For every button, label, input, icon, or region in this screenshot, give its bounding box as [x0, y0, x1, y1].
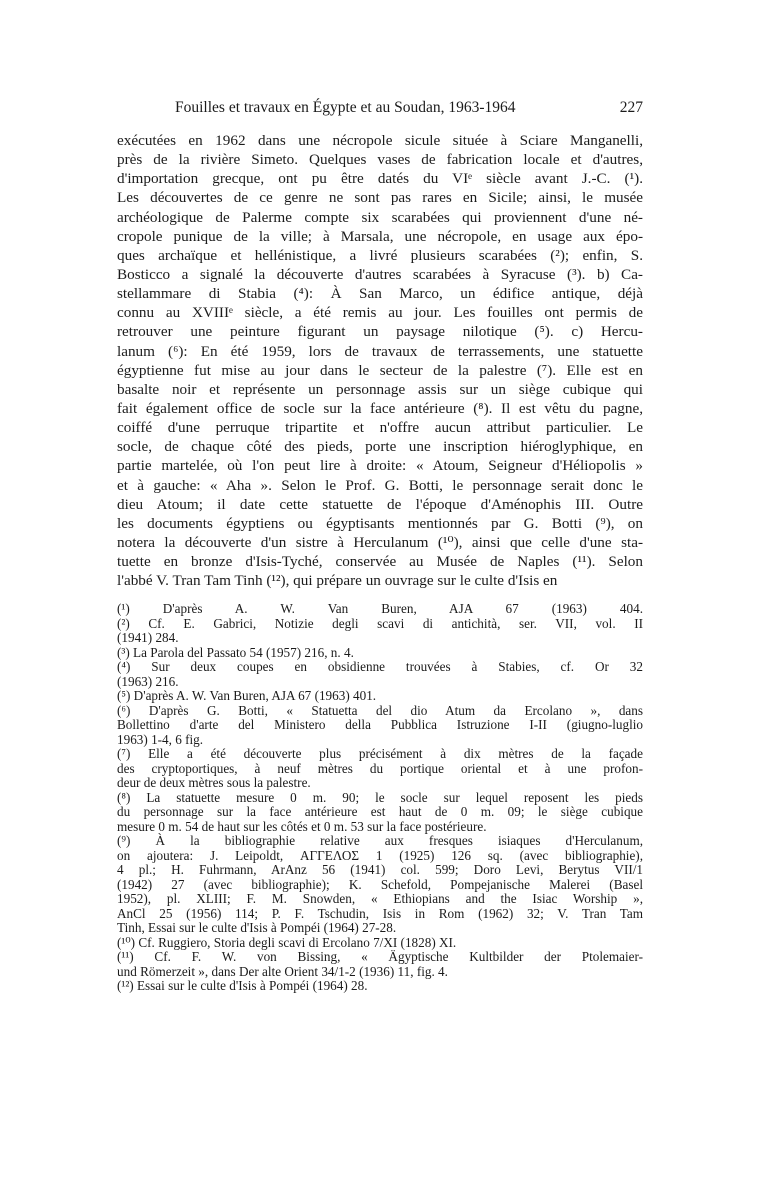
text-line: tuette en bronze d'Isis-Tyché, conservée au Musée de Naples (¹¹). Selon — [117, 553, 643, 571]
text-line: Bosticco a signalé la découverte d'autres scarabées à Syracuse (³). b) Ca- — [117, 265, 643, 283]
text-line: dieu Atoum; il date cette statuette de l'époque d'Aménophis III. Outre — [117, 495, 643, 513]
text-line: ques archaïque et hellénistique, a livré plusieurs scarabées (²); enfin, S. — [117, 246, 643, 264]
text-line: les documents égyptiens ou égyptisants mentionnés par G. Botti (⁹), on — [117, 514, 643, 532]
footnote-line: (1941) 284. — [117, 630, 179, 645]
footnote-line: du personnage sur la face antérieure est haut de 0 m. 09; le siège cubique — [117, 804, 643, 819]
text-line: et à gauche: « Aha ». Selon le Prof. G. Botti, le personnage serait donc le — [117, 476, 643, 494]
text-line: partie martelée, où l'on peut lire à droite: « Atoum, Seigneur d'Héliopolis » — [117, 457, 643, 475]
footnote-line: und Römerzeit », dans Der alte Orient 34/1-2 (1936) 11, fig. 4. — [117, 963, 448, 979]
page-number: 227 — [619, 99, 643, 116]
footnote-line: (²) Cf. E. Gabrici, Notizie degli scavi di antichità, ser. VII, vol. II — [117, 615, 643, 631]
footnote-line: mesure 0 m. 54 de haut sur les côtés et 0 m. 53 sur la face postérieure. — [117, 818, 487, 834]
text-line: égyptienne fut mise au jour dans le secteur de la palestre (⁷). Elle est en — [117, 361, 643, 379]
footnote-line: Tinh, Essai sur le culte d'Isis à Pompéi (1964) 27-28. — [117, 920, 397, 935]
footnote-line: on ajoutera: J. Leipoldt, ΑΓΓΕΛΟΣ 1 (1925) 126 sq. (avec bibliographie), — [117, 847, 643, 863]
text-line: stellammare di Stabia (⁴): À San Marco, un édifice antique, déjà — [117, 285, 643, 303]
text-line: Les découvertes de ce genre ne sont pas rares en Sicile; ainsi, le musée — [117, 189, 643, 207]
text-line: archéologique de Palerme compte six scarabées qui proviennent d'une né- — [117, 208, 643, 226]
footnote-line: (⁴) Sur deux coupes en obsidienne trouvées à Stabies, cf. Or 32 — [117, 659, 643, 674]
footnote-line: (⁶) D'après G. Botti, « Statuetta del dio Atum da Ercolano », dans — [117, 702, 643, 718]
footnote-line: (¹) D'après A. W. Van Buren, AJA 67 (1963) 404. — [117, 601, 643, 616]
text-line: près de la rivière Simeto. Quelques vases de fabrication locale et d'autres, — [117, 151, 643, 169]
text-line: l'abbé V. Tran Tam Tinh (¹²), qui prépare un ouvrage sur le culte d'Isis en — [117, 572, 558, 590]
text-line: lanum (⁶): En été 1959, lors de travaux de terrassements, une statuette — [117, 342, 643, 360]
footnote-line: 1952), pl. XLIII; F. M. Snowden, « Ethiopians and the Isiac Worship », — [117, 891, 643, 906]
footnote-line: AnCl 25 (1956) 114; P. F. Tschudin, Isis in Rom (1962) 32; V. Tran Tam — [117, 905, 643, 921]
footnote-line: (1963) 216. — [117, 673, 179, 689]
footnote-line: (1942) 27 (avec bibliographie); K. Schefold, Pompejanische Malerei (Basel — [117, 876, 643, 892]
text-line: basalte noir et représente un personnage assis sur un siège cubique qui — [117, 380, 643, 398]
footnote-line: (⁷) Elle a été découverte plus précisément à dix mètres de la façade — [117, 746, 643, 761]
text-line: fait également office de socle sur la face antérieure (⁸). Il est vêtu du pagne, — [117, 399, 643, 417]
footnote-line: des cryptoportiques, à neuf mètres du portique oriental et à une profon- — [117, 760, 643, 776]
footnote-line: (⁵) D'après A. W. Van Buren, AJA 67 (1963) 401. — [117, 688, 377, 703]
footnote-line: (¹⁰) Cf. Ruggiero, Storia degli scavi di Ercolano 7/XI (1828) XI. — [117, 934, 457, 950]
text-line: exécutées en 1962 dans une nécropole sicule située à Sciare Manganelli, — [117, 132, 643, 149]
footnotes — [117, 602, 643, 994]
footnote-line: deur de deux mètres sous la palestre. — [117, 775, 311, 790]
text-line: notera la découverte d'un sistre à Herculanum (¹⁰), ainsi que celle d'une sta- — [117, 533, 643, 551]
text-line: socle, de chaque côté des pieds, porte une inscription hiéroglyphique, en — [117, 438, 643, 456]
text-line: connu au XVIIIᵉ siècle, a été remis au jour. Les fouilles ont permis de — [117, 304, 643, 322]
footnote-line: Bollettino d'arte del Ministero della Pubblica Istruzione I-II (giugno-luglio — [117, 717, 643, 732]
text-line: cropole punique de la ville; à Marsala, une nécropole, en usage aux épo- — [117, 227, 643, 245]
text-line: retrouver une peinture figurant un paysage nilotique (⁵). c) Hercu- — [117, 323, 643, 341]
footnote-line: (³) La Parola del Passato 54 (1957) 216, n. 4. — [117, 644, 354, 660]
footnote-line: (⁸) La statuette mesure 0 m. 90; le socle sur lequel reposent les pieds — [117, 789, 643, 805]
footnote-line: 4 pl.; H. Fuhrmann, ArAnz 56 (1941) col. 599; Doro Levi, Berytus VII/1 — [117, 862, 643, 877]
footnote-line: 1963) 1-4, 6 fig. — [117, 731, 204, 747]
text-line: d'importation grecque, ont pu être datés du VIᵉ siècle avant J.-C. (¹). — [117, 170, 643, 188]
body-text — [117, 131, 643, 590]
footnote-line: (¹²) Essai sur le culte d'Isis à Pompéi (1964) 28. — [117, 978, 368, 993]
running-head-title: Fouilles et travaux en Égypte et au Soudan, 1963-1964 — [175, 99, 516, 116]
text-line: coiffé d'une perruque tripartite et n'offre aucun attribut particulier. Le — [117, 419, 643, 437]
footnote-line: (⁹) À la bibliographie relative aux fresques isiaques d'Herculanum, — [117, 833, 643, 848]
footnote-line: (¹¹) Cf. F. W. von Bissing, « Ägyptische Kultbilder der Ptolemaier- — [117, 949, 643, 964]
